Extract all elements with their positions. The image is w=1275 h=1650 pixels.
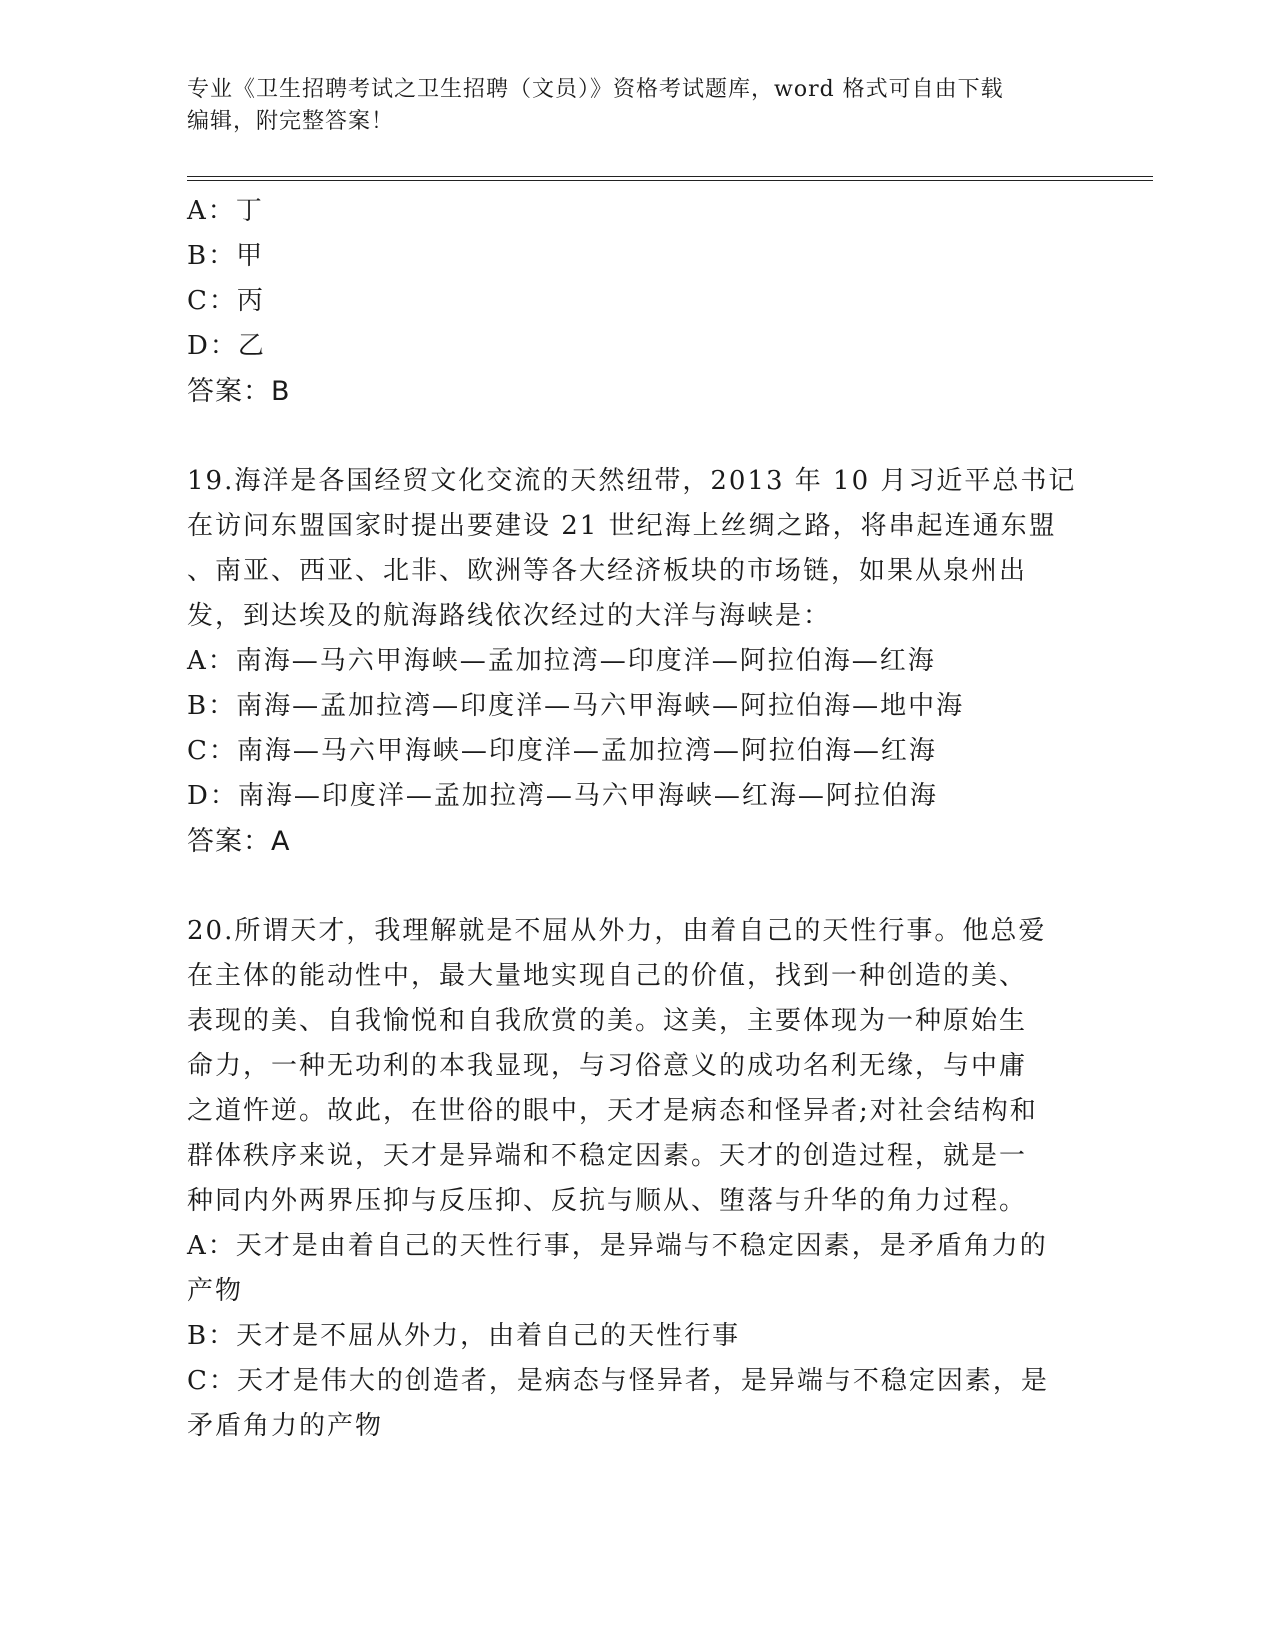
document-body xyxy=(187,189,1087,1449)
question-stem-line: 20.所谓天才，我理解就是不屈从外力，由着自己的天性行事。他总爱 xyxy=(187,916,1047,946)
option-b: B：甲 xyxy=(187,241,265,271)
question-stem-line: 表现的美、自我愉悦和自我欣赏的美。这美，主要体现为一种原始生 xyxy=(187,1006,1028,1036)
spacer xyxy=(187,864,1087,909)
question-stem-line: 命力，一种无功利的本我显现，与习俗意义的成功名利无缘，与中庸 xyxy=(187,1051,1028,1081)
header-line-2: 编辑，附完整答案！ xyxy=(187,109,395,134)
option-c: C：丙 xyxy=(187,286,265,316)
spacer xyxy=(187,414,1087,459)
header-rule-top xyxy=(187,176,1153,177)
option-c-continued: 矛盾角力的产物 xyxy=(187,1411,384,1441)
answer: 答案：B xyxy=(187,376,291,407)
question-stem-line: 在访问东盟国家时提出要建设 21 世纪海上丝绸之路，将串起连通东盟 xyxy=(187,511,1057,541)
option-c: C：天才是伟大的创造者，是病态与怪异者，是异端与不稳定因素，是 xyxy=(187,1366,1049,1396)
question-19 xyxy=(187,459,1087,864)
header-line-1: 专业《卫生招聘考试之卫生招聘（文员）》资格考试题库，word 格式可自由下载 xyxy=(187,77,1004,102)
option-d: D：南海—印度洋—孟加拉湾—马六甲海峡—红海—阿拉伯海 xyxy=(187,781,938,811)
question-stem-line: 、南亚、西亚、北非、欧洲等各大经济板块的市场链，如果从泉州出 xyxy=(187,556,1028,586)
option-c: C：南海—马六甲海峡—印度洋—孟加拉湾—阿拉伯海—红海 xyxy=(187,736,937,766)
question-stem-line: 之道忤逆。故此，在世俗的眼中，天才是病态和怪异者;对社会结构和 xyxy=(187,1096,1038,1126)
question-20 xyxy=(187,909,1087,1449)
option-a: A：天才是由着自己的天性行事，是异端与不稳定因素，是矛盾角力的 xyxy=(187,1231,1048,1261)
document-header xyxy=(187,74,1087,138)
question-stem-line: 种同内外两界压抑与反压抑、反抗与顺从、堕落与升华的角力过程。 xyxy=(187,1186,1028,1216)
option-a: A：丁 xyxy=(187,196,264,226)
option-b: B：天才是不屈从外力，由着自己的天性行事 xyxy=(187,1321,741,1351)
question-stem-line: 在主体的能动性中，最大量地实现自己的价值，找到一种创造的美、 xyxy=(187,961,1028,991)
question-stem-line: 19.海洋是各国经贸文化交流的天然纽带，2013 年 10 月习近平总书记 xyxy=(187,466,1077,496)
option-d: D：乙 xyxy=(187,331,266,361)
question-stem-line: 群体秩序来说，天才是异端和不稳定因素。天才的创造过程，就是一 xyxy=(187,1141,1028,1171)
option-a-continued: 产物 xyxy=(187,1276,244,1306)
header-rule-bottom xyxy=(187,180,1153,181)
option-b: B：南海—孟加拉湾—印度洋—马六甲海峡—阿拉伯海—地中海 xyxy=(187,691,965,721)
option-a: A：南海—马六甲海峡—孟加拉湾—印度洋—阿拉伯海—红海 xyxy=(187,646,936,676)
question-stem-line: 发，到达埃及的航海路线依次经过的大洋与海峡是： xyxy=(187,601,832,631)
question-18 xyxy=(187,189,1087,414)
answer: 答案：A xyxy=(187,826,291,857)
